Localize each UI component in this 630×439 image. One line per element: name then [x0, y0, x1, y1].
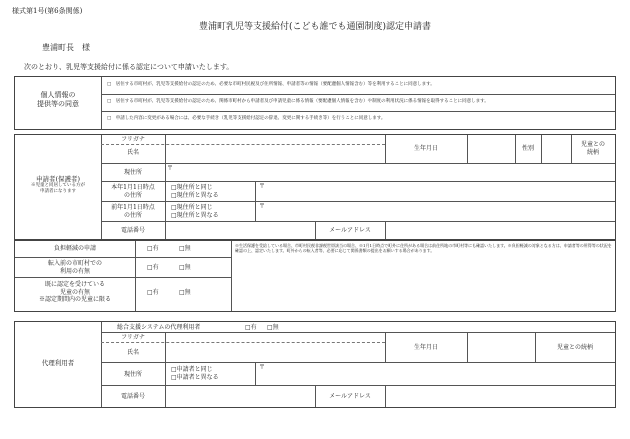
- prior-label-line3: ※認定期間内の児童に限る: [38, 296, 111, 303]
- addressee: 豊浦町長 様: [42, 43, 90, 52]
- prior-label-line1: 既に認定を受けている: [44, 281, 105, 288]
- applicant-this-year-field[interactable]: [259, 183, 613, 199]
- postal-mark: 〒: [259, 364, 266, 371]
- applicant-address-field[interactable]: [167, 165, 613, 180]
- applicant-this-year-options[interactable]: [171, 184, 255, 199]
- form-number: 様式第1号(第6条関係): [12, 7, 83, 15]
- applicant-phone-field[interactable]: [167, 223, 313, 238]
- agent-phone-label: 電話番号: [120, 393, 145, 400]
- agent-name-label: 氏名: [126, 349, 139, 356]
- agent-relation-label: 児童との続柄: [556, 344, 593, 351]
- postal-mark: 〒: [167, 165, 174, 172]
- agent-furigana-field[interactable]: [167, 334, 383, 342]
- agent-label: 代理利用者: [41, 359, 75, 367]
- applicant-last-year-line1: 前年1月1日時点: [111, 204, 155, 211]
- consent-label: [15, 91, 101, 109]
- prior-label: [15, 281, 135, 304]
- applicant-this-year-line1: 本年1月1日時点: [111, 184, 155, 191]
- same-as-applicant-checkbox[interactable]: □申請者と同じ: [171, 366, 213, 373]
- consent-item-3[interactable]: □ 申請した内容に変更がある場合には、必要な手続き（乳児等支援給付認定の辞退、変更に関する手続き等）を行うことに同意します。: [107, 116, 386, 121]
- same-as-current-checkbox[interactable]: □現住所と同じ: [171, 204, 213, 211]
- applicant-last-year-label: [101, 204, 165, 219]
- agent-address-options[interactable]: [171, 366, 255, 381]
- postal-mark: 〒: [259, 203, 266, 210]
- consent-section: [14, 76, 616, 130]
- applicant-furigana-field[interactable]: [167, 136, 383, 144]
- options-note: ※生活保護を受給している場合、市町村民税非課税世帯該当の場合、※1月1日時点で町外に住所がある場合は前住所地の市町村等にも確認いたします。※負担軽減の対象となる方は、申請者等の所得等の状況を確認の上、認定いたします。町外からの転入者等、必要に応じて関係書類の提出をお願いする場合があります。: [235, 243, 612, 254]
- applicant-section: [14, 134, 616, 240]
- differs-from-applicant-checkbox[interactable]: □申請者と異なる: [171, 373, 219, 381]
- postal-mark: 〒: [259, 183, 266, 190]
- applicant-last-year-field[interactable]: [259, 203, 613, 219]
- agent-system-yes-checkbox[interactable]: □有: [245, 324, 257, 331]
- agent-name-field[interactable]: [167, 344, 383, 361]
- consent-label-line2: 提供等の同意: [37, 99, 79, 108]
- applicant-phone-label: 電話番号: [120, 227, 145, 234]
- applicant-this-year-label: [101, 184, 165, 199]
- applicant-gender-field[interactable]: [541, 137, 571, 161]
- consent-item-1[interactable]: □ 居住する市町村が、乳児等支援給付の認定のため、必要な市町村民税及び住所情報、申請者等の情報（要配慮個人情報含む）等を利用することに同意します。: [107, 82, 435, 87]
- agent-email-label: メールアドレス: [329, 393, 371, 400]
- burden-yes-checkbox[interactable]: □有: [147, 245, 159, 252]
- agent-furigana-label: フリガナ: [121, 334, 145, 341]
- differs-from-current-checkbox[interactable]: □現住所と異なる: [171, 211, 219, 219]
- applicant-last-year-line2: の住所: [123, 211, 142, 219]
- prior-label-line2: 児童の有無: [59, 288, 90, 296]
- moved-label-line1: 転入前の市町村での: [47, 260, 102, 267]
- agent-phone-field[interactable]: [167, 387, 313, 406]
- applicant-relation-line2: 続柄: [586, 148, 599, 156]
- agent-birthdate-field[interactable]: [467, 334, 535, 361]
- agent-email-field[interactable]: [387, 387, 613, 406]
- applicant-birthdate-field[interactable]: [467, 137, 515, 161]
- applicant-email-label: メールアドレス: [329, 227, 371, 234]
- applicant-relation-label: [571, 141, 615, 156]
- applicant-birthdate-label: 生年月日: [413, 145, 438, 152]
- lead-text: 次のとおり、乳児等支援給付に係る認定について申請いたします。: [24, 63, 234, 71]
- applicant-label-line3: 申請者になります: [40, 188, 76, 194]
- applicant-label-line2: ※児童と同居している方が: [31, 183, 85, 189]
- applicant-label-line1: 申請者(保護者): [35, 175, 81, 183]
- agent-address-field[interactable]: [259, 364, 613, 384]
- agent-system-label: 総合支援システムの代理利用者: [117, 324, 201, 331]
- burden-label: 負担軽減の申請: [53, 245, 96, 252]
- same-as-current-checkbox[interactable]: □現住所と同じ: [171, 184, 213, 191]
- applicant-address-label: 現住所: [123, 169, 142, 176]
- burden-no-checkbox[interactable]: □無: [179, 245, 191, 252]
- applicant-furigana-label: フリガナ: [121, 136, 145, 143]
- prior-no-checkbox[interactable]: □無: [179, 289, 191, 296]
- consent-label-line1: 個人情報の: [40, 91, 76, 99]
- page-title: 豊浦町乳児等支援給付(こども誰でも通園制度)認定申請書: [198, 22, 432, 32]
- applicant-gender-label: 性別: [521, 145, 534, 152]
- moved-yes-checkbox[interactable]: □有: [147, 264, 159, 271]
- moved-no-checkbox[interactable]: □無: [179, 264, 191, 271]
- agent-section: [14, 321, 616, 408]
- applicant-name-field[interactable]: [167, 146, 383, 162]
- agent-birthdate-label: 生年月日: [413, 344, 438, 351]
- prior-yes-checkbox[interactable]: □有: [147, 289, 159, 296]
- agent-system-no-checkbox[interactable]: □無: [267, 324, 279, 331]
- differs-from-current-checkbox[interactable]: □現住所と異なる: [171, 191, 219, 199]
- applicant-label: [15, 175, 101, 194]
- applicant-email-field[interactable]: [387, 223, 613, 238]
- applicant-this-year-line2: の住所: [123, 191, 142, 199]
- moved-label-line2: 利用の有無: [59, 267, 90, 275]
- applicant-last-year-options[interactable]: [171, 204, 255, 219]
- consent-item-2[interactable]: □ 居住する市町村が、乳児等支援給付の認定のため、関係市町村から申請者及び申請児童に係る情報（要配慮個人情報を含む）や制度の利用状況に係る情報を取得することに同意します。: [107, 99, 489, 104]
- applicant-name-label: 氏名: [126, 149, 139, 156]
- agent-address-label: 現住所: [123, 371, 142, 378]
- applicant-relation-line1: 児童との: [580, 141, 605, 148]
- moved-label: [15, 260, 135, 275]
- options-section: [14, 240, 616, 312]
